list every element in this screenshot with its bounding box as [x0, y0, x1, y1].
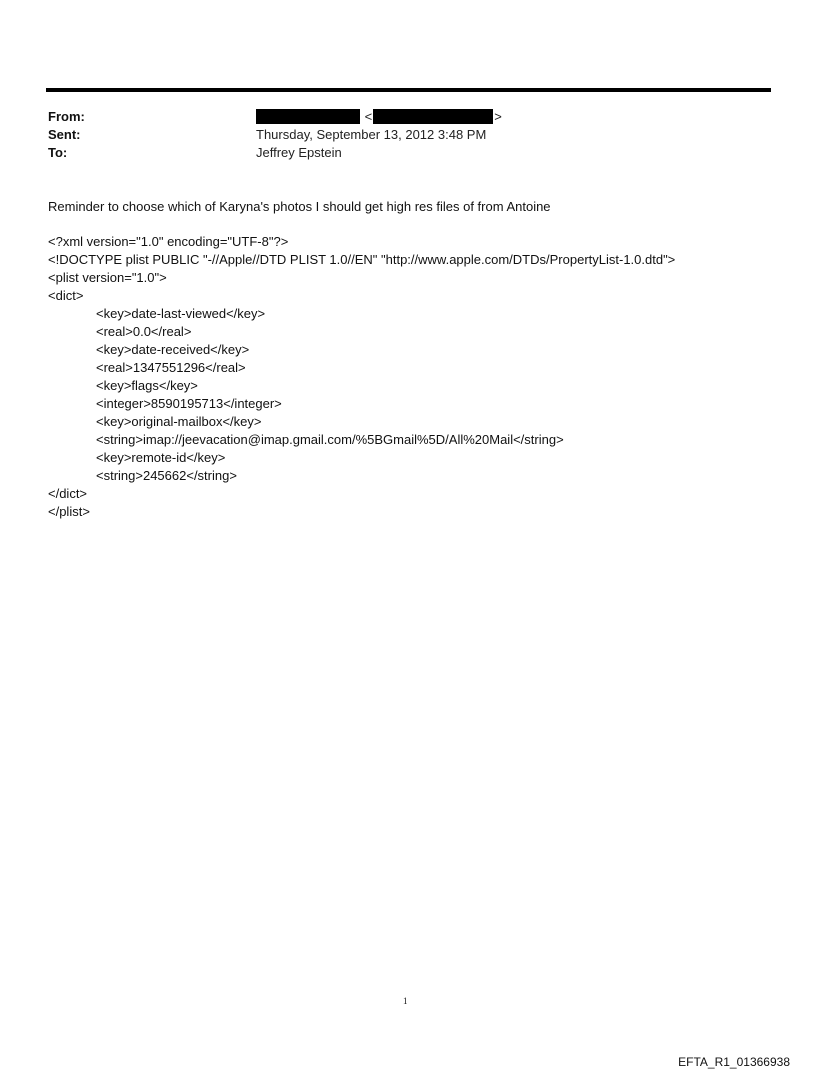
from-close-bracket: > [494, 109, 502, 124]
xml-line: <key>date-last-viewed</key> [96, 306, 266, 321]
xml-line: <!DOCTYPE plist PUBLIC "-//Apple//DTD PLIST 1.0//EN" "http://www.apple.com/DTDs/PropertyList-1.0.dtd"> [48, 252, 676, 267]
xml-line: <string>245662</string> [96, 468, 237, 483]
email-body: Reminder to choose which of Karyna's photos I should get high res files of from Antoine [48, 199, 551, 214]
sent-value: Thursday, September 13, 2012 3:48 PM [256, 127, 487, 142]
sent-label: Sent: [48, 127, 81, 142]
xml-line: <integer>8590195713</integer> [96, 396, 282, 411]
xml-line: </plist> [48, 504, 90, 519]
xml-line: <string>imap://jeevacation@imap.gmail.com/%5BGmail%5D/All%20Mail</string> [96, 432, 564, 447]
from-open-bracket: < [364, 109, 373, 124]
redacted-sender-email [373, 109, 493, 124]
to-label: To: [48, 145, 68, 160]
xml-line: <plist version="1.0"> [48, 270, 167, 285]
xml-line: <dict> [48, 288, 84, 303]
to-value: Jeffrey Epstein [256, 145, 342, 160]
redacted-sender-name [256, 109, 360, 124]
xml-line: <?xml version="1.0" encoding="UTF-8"?> [48, 234, 289, 249]
xml-line: <key>remote-id</key> [96, 450, 226, 465]
from-value [256, 108, 503, 126]
plist-xml-block [48, 233, 675, 521]
xml-line: <key>flags</key> [96, 378, 198, 393]
xml-line: <key>original-mailbox</key> [96, 414, 262, 429]
bates-number: EFTA_R1_01366938 [678, 1055, 790, 1069]
from-label: From: [48, 109, 85, 124]
page-number: 1 [403, 996, 408, 1006]
xml-line: <key>date-received</key> [96, 342, 250, 357]
xml-line: </dict> [48, 486, 88, 501]
header-rule [46, 88, 771, 92]
xml-line: <real>1347551296</real> [96, 360, 246, 375]
xml-line: <real>0.0</real> [96, 324, 192, 339]
